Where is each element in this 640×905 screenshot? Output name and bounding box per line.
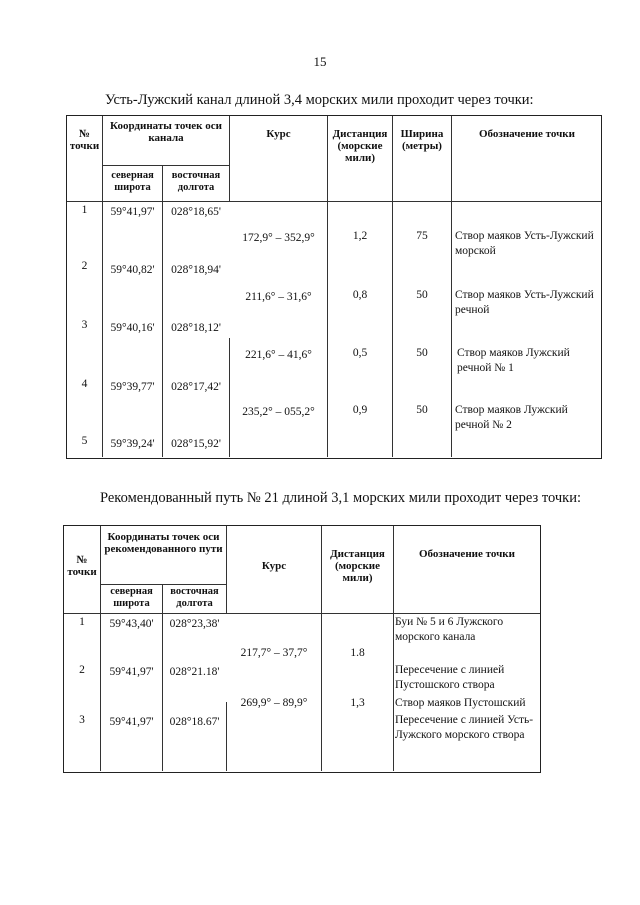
t2-point-3-designation: Пересечение с линией Усть-Лужского морского створа	[395, 714, 534, 741]
t2-leg-2-course: 269,9° – 89,9°	[240, 697, 308, 709]
t1-point-5-lon: 028°15,92'	[171, 438, 221, 450]
table2-caption: Рекомендованный путь № 21 длиной 3,1 морских мили проходит через точки:	[100, 490, 581, 506]
t2-point-1-lon: 028°23,38'	[169, 618, 220, 630]
t1-point-4-num: 4	[81, 378, 88, 390]
t2-point-2-designation: Пересечение с линией Пустошского створа	[395, 664, 505, 691]
table1-caption: Усть-Лужский канал длиной 3,4 морских мили проходит через точки:	[105, 92, 534, 108]
t2-header-lat: северная широта	[110, 586, 153, 609]
t2-header-num: № точки	[67, 554, 97, 578]
t2-point-3-lon: 028°18.67'	[169, 716, 220, 728]
t1-leg-2-distance: 0,8	[352, 289, 368, 301]
t1-point-3-lon: 028°18,12'	[171, 322, 221, 334]
t2-point-3-num: 3	[79, 714, 85, 726]
t1-leg-2-designation: Створ маяков Усть-Лужский речной	[455, 289, 594, 316]
t2-point-2-num: 2	[79, 664, 85, 676]
table2	[63, 525, 541, 773]
t1-leg-3-width: 50	[416, 347, 428, 359]
t1-leg-3-course: 221,6° – 41,6°	[245, 349, 312, 361]
t1-leg-3-designation: Створ маяков Лужский речной № 1	[457, 347, 570, 374]
t2-header-distance: Дистанция (морские мили)	[330, 548, 385, 584]
t1-point-4-lon: 028°17,42'	[171, 381, 221, 393]
t1-leg-3-distance: 0,5	[352, 347, 368, 359]
t1-point-3-lat: 59°40,16'	[110, 322, 155, 334]
t1-header-width: Ширина (метры)	[400, 128, 444, 152]
t2-point-1-lat: 59°43,40'	[109, 618, 154, 630]
t1-header-lon: восточная долгота	[171, 170, 221, 193]
t2-leg-1-distance: 1.8	[350, 647, 365, 659]
t1-point-2-lat: 59°40,82'	[110, 264, 155, 276]
t2-header-coords: Координаты точек оси рекомендованного пути	[104, 531, 223, 555]
t1-leg-4-width: 50	[416, 404, 428, 416]
t1-point-1-num: 1	[81, 204, 88, 216]
t1-point-1-lat: 59°41,97'	[110, 206, 155, 218]
t1-leg-4-distance: 0,9	[352, 404, 368, 416]
t1-header-lat: северная широта	[111, 170, 154, 193]
t2-point-1-designation: Буи № 5 и 6 Лужского морского канала	[395, 616, 504, 643]
t1-leg-2-width: 50	[416, 289, 428, 301]
t2-header-course: Курс	[261, 560, 287, 572]
t1-point-2-lon: 028°18,94'	[171, 264, 221, 276]
t2-point-2-lat: 59°41,97'	[109, 666, 154, 678]
t1-leg-1-course: 172,9° – 352,9°	[242, 232, 315, 244]
t1-header-designation: Обозначение точки	[479, 128, 575, 140]
t2-point-2-lon: 028°21.18'	[169, 666, 220, 678]
table1	[66, 115, 602, 459]
t1-header-coords: Координаты точек оси канала	[110, 120, 222, 144]
t2-leg-2-distance: 1,3	[350, 697, 365, 709]
t2-header-designation: Обозначение точки	[419, 548, 515, 560]
t1-point-4-lat: 59°39,77'	[110, 381, 155, 393]
t1-header-distance: Дистанция (морские мили)	[332, 128, 388, 164]
t2-leg-2-designation: Створ маяков Пустошский	[395, 697, 526, 709]
t1-leg-1-designation: Створ маяков Усть-Лужский морской	[455, 230, 594, 257]
t1-header-course: Курс	[266, 128, 291, 140]
page-number: 15	[313, 54, 327, 69]
t1-point-2-num: 2	[81, 260, 88, 272]
t2-point-1-num: 1	[79, 616, 85, 628]
t1-point-5-lat: 59°39,24'	[110, 438, 155, 450]
t1-point-1-lon: 028°18,65'	[171, 206, 221, 218]
t1-leg-1-distance: 1,2	[352, 230, 368, 242]
t2-point-3-lat: 59°41,97'	[109, 716, 154, 728]
t2-header-lon: восточная долгота	[170, 586, 219, 609]
t1-point-5-num: 5	[81, 435, 88, 447]
t1-leg-2-course: 211,6° – 31,6°	[245, 291, 312, 303]
t1-leg-4-course: 235,2° – 055,2°	[242, 406, 315, 418]
t1-header-num: № точки	[69, 128, 100, 152]
t2-leg-1-course: 217,7° – 37,7°	[240, 647, 308, 659]
t1-leg-4-designation: Створ маяков Лужский речной № 2	[455, 404, 568, 431]
t1-point-3-num: 3	[81, 319, 88, 331]
t1-leg-1-width: 75	[416, 230, 428, 242]
